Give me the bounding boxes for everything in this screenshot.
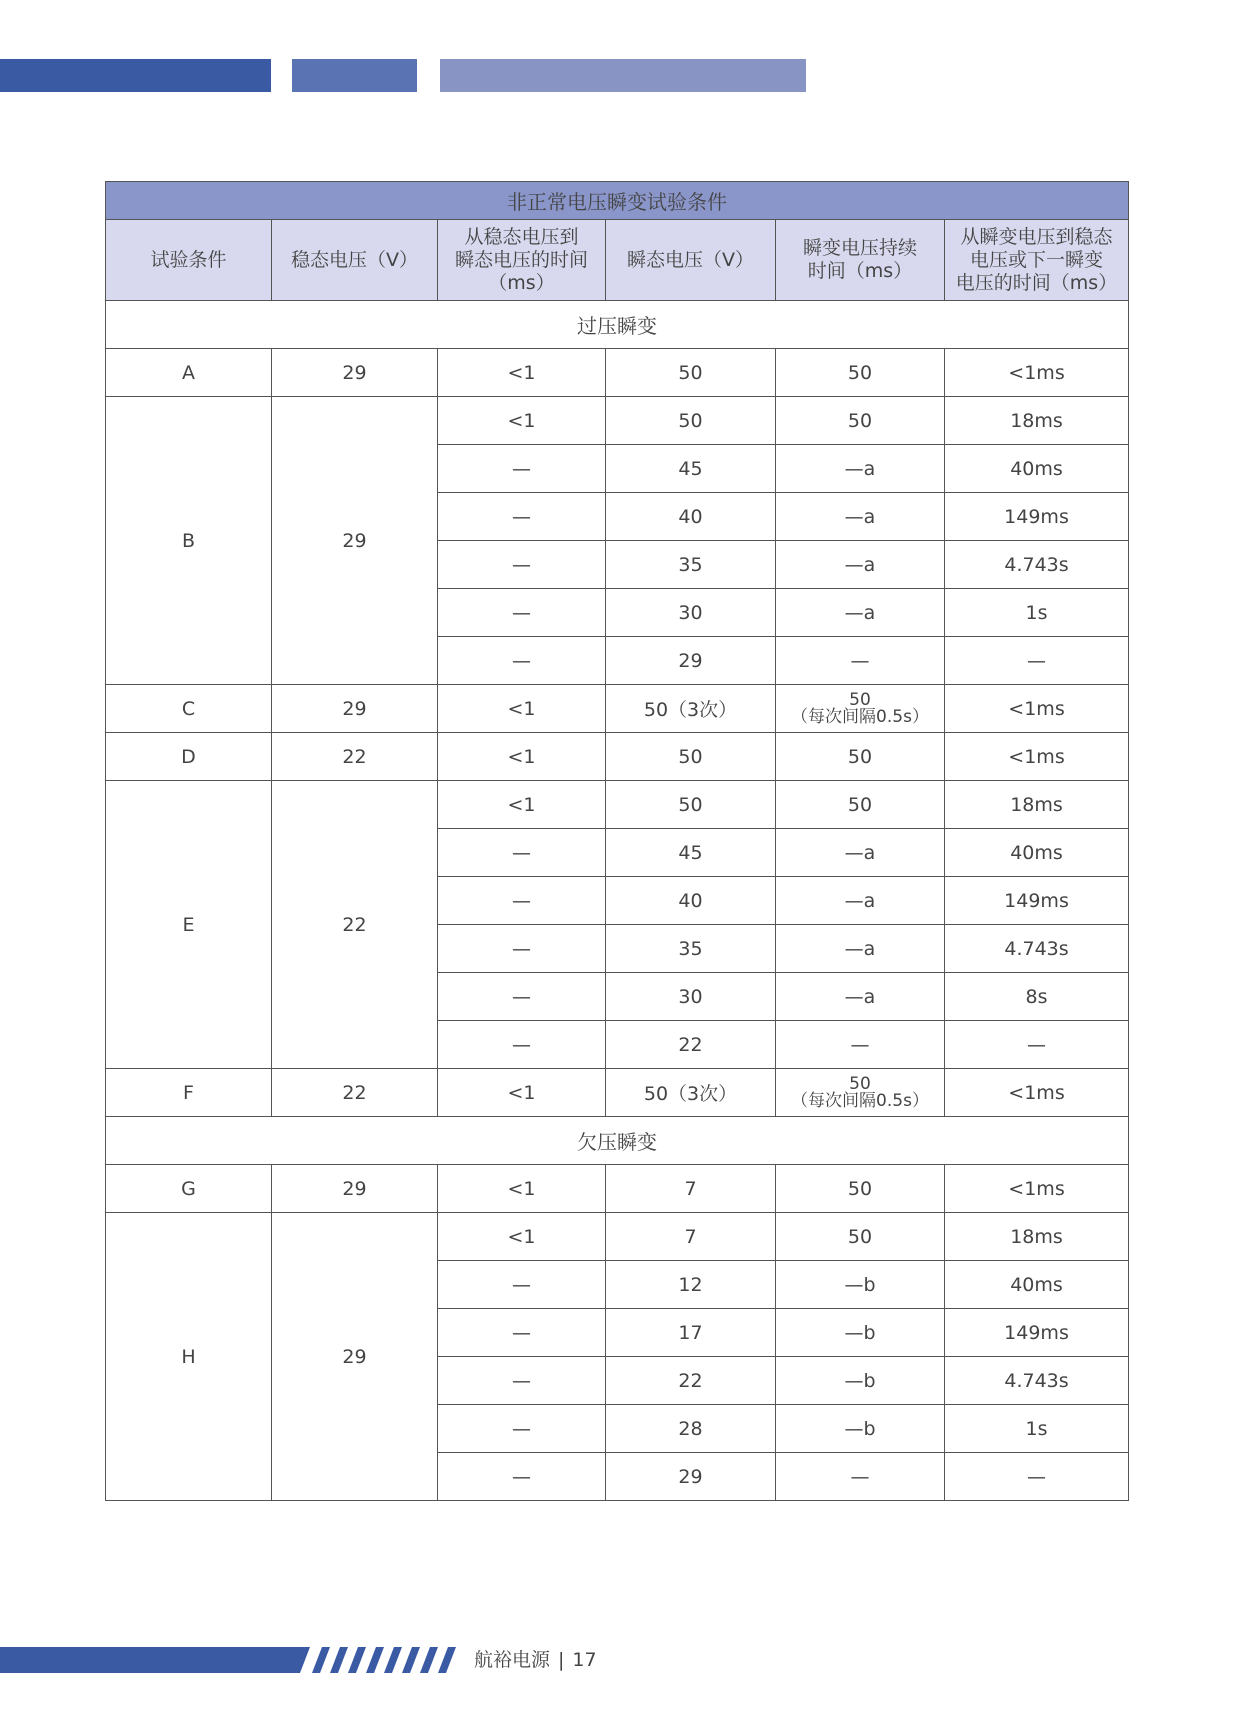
cell-duration: —b [776,1261,945,1309]
cell-recovery-time: 1s [945,1405,1129,1453]
table-row [106,733,1129,781]
cell-recovery-time: 40ms [945,1261,1129,1309]
cell-transient-voltage: 12 [606,1261,776,1309]
cell-duration [776,1069,945,1117]
cell-condition: D [106,733,272,781]
header-condition: 试验条件 [106,220,272,301]
cell-rise-time: — [438,973,606,1021]
cell-recovery-time: 149ms [945,493,1129,541]
cell-duration: 50 [776,1165,945,1213]
cell-rise-time: — [438,925,606,973]
cell-transient-voltage: 45 [606,445,776,493]
cell-condition: H [106,1213,272,1501]
header-recovery-line3: 电压的时间（ms） [955,271,1118,294]
cell-recovery-time: 149ms [945,1309,1129,1357]
cell-recovery-time: <1ms [945,733,1129,781]
cell-rise-time: — [438,541,606,589]
cell-transient-voltage: 50 [606,733,776,781]
header-rise-time-line3: （ms） [488,271,555,294]
cell-rise-time: — [438,589,606,637]
cell-rise-time: — [438,1021,606,1069]
cell-rise-time: <1 [438,781,606,829]
table-row [106,1213,1129,1261]
cell-condition: A [106,349,272,397]
cell-duration: —a [776,541,945,589]
cell-recovery-time: <1ms [945,1069,1129,1117]
top-decor-bar-light [440,59,806,92]
cell-condition: F [106,1069,272,1117]
cell-recovery-time: — [945,1453,1129,1501]
header-steady-voltage: 稳态电压（V） [272,220,438,301]
cell-duration: — [776,637,945,685]
header-duration-line2: 时间（ms） [807,260,913,282]
cell-rise-time: — [438,445,606,493]
cell-recovery-time: 1s [945,589,1129,637]
cell-steady-voltage: 29 [272,1165,438,1213]
cell-duration-note: （每次间隔0.5s） [791,1090,929,1111]
cell-steady-voltage: 29 [272,1213,438,1501]
cell-transient-voltage: 22 [606,1357,776,1405]
cell-duration: 50 [776,397,945,445]
cell-rise-time: <1 [438,1069,606,1117]
cell-rise-time: — [438,1357,606,1405]
cell-transient-voltage: 50（3次） [606,1069,776,1117]
header-duration [776,220,945,301]
cell-rise-time: <1 [438,685,606,733]
header-recovery-line1: 从瞬变电压到稳态 [960,225,1113,248]
cell-rise-time: <1 [438,1213,606,1261]
cell-duration-value: 50 [849,1073,871,1094]
cell-steady-voltage: 29 [272,685,438,733]
top-decor-bar-dark [0,59,271,92]
cell-duration-note: （每次间隔0.5s） [791,706,929,727]
cell-duration: —b [776,1357,945,1405]
header-rise-time-line2: 瞬态电压的时间 [454,248,588,271]
cell-recovery-time: 18ms [945,1213,1129,1261]
cell-steady-voltage: 29 [272,397,438,685]
cell-rise-time: <1 [438,733,606,781]
table-row [106,1069,1129,1117]
cell-recovery-time: <1ms [945,349,1129,397]
cell-duration: —a [776,973,945,1021]
table-header-row [106,220,1129,301]
cell-rise-time: — [438,1261,606,1309]
cell-rise-time: — [438,1309,606,1357]
footer-brand: 航裕电源 [474,1649,551,1671]
header-recovery-line2: 电压或下一瞬变 [970,248,1104,271]
cell-recovery-time: <1ms [945,685,1129,733]
section-undervoltage-row [106,1117,1129,1165]
cell-transient-voltage: 50 [606,781,776,829]
table-row [106,781,1129,829]
cell-duration: —a [776,445,945,493]
table-row [106,1165,1129,1213]
cell-recovery-time: 4.743s [945,1357,1129,1405]
header-rise-time [438,220,606,301]
cell-transient-voltage: 40 [606,877,776,925]
cell-rise-time: — [438,637,606,685]
cell-transient-voltage: 50（3次） [606,685,776,733]
cell-rise-time: — [438,1405,606,1453]
cell-condition: C [106,685,272,733]
cell-duration: —a [776,877,945,925]
cell-steady-voltage: 22 [272,733,438,781]
cell-rise-time: <1 [438,397,606,445]
cell-duration: —a [776,829,945,877]
cell-recovery-time: 8s [945,973,1129,1021]
header-recovery-time [945,220,1129,301]
table-row [106,349,1129,397]
cell-duration: 50 [776,781,945,829]
cell-transient-voltage: 29 [606,637,776,685]
cell-duration: —a [776,589,945,637]
cell-duration: 50 [776,733,945,781]
footer-stripes-icon [300,1647,470,1673]
cell-recovery-time: 40ms [945,445,1129,493]
cell-duration: —b [776,1309,945,1357]
cell-duration: 50 [776,349,945,397]
cell-duration: —b [776,1405,945,1453]
cell-rise-time: — [438,493,606,541]
cell-recovery-time: 4.743s [945,925,1129,973]
section-overvoltage: 过压瞬变 [106,301,1129,349]
cell-transient-voltage: 22 [606,1021,776,1069]
cell-transient-voltage: 29 [606,1453,776,1501]
cell-duration: —a [776,925,945,973]
cell-transient-voltage: 30 [606,589,776,637]
cell-recovery-time: 4.743s [945,541,1129,589]
cell-transient-voltage: 7 [606,1213,776,1261]
section-undervoltage: 欠压瞬变 [106,1117,1129,1165]
cell-recovery-time: — [945,1021,1129,1069]
cell-duration-value: 50 [849,689,871,710]
footer-separator: | [558,1649,565,1671]
page-number: 17 [572,1649,597,1671]
cell-recovery-time: — [945,637,1129,685]
cell-steady-voltage: 22 [272,781,438,1069]
cell-rise-time: <1 [438,1165,606,1213]
cell-recovery-time: 18ms [945,397,1129,445]
table-title: 非正常电压瞬变试验条件 [106,182,1129,220]
cell-transient-voltage: 50 [606,349,776,397]
cell-rise-time: — [438,877,606,925]
cell-transient-voltage: 35 [606,925,776,973]
cell-duration: — [776,1021,945,1069]
cell-transient-voltage: 35 [606,541,776,589]
cell-steady-voltage: 29 [272,349,438,397]
header-rise-time-line1: 从稳态电压到 [464,225,579,248]
cell-recovery-time: 149ms [945,877,1129,925]
transient-test-table [105,181,1129,1501]
cell-transient-voltage: 40 [606,493,776,541]
cell-recovery-time: <1ms [945,1165,1129,1213]
table-row [106,397,1129,445]
cell-transient-voltage: 28 [606,1405,776,1453]
cell-rise-time: — [438,1453,606,1501]
cell-duration: 50 [776,1213,945,1261]
cell-transient-voltage: 50 [606,397,776,445]
cell-condition: G [106,1165,272,1213]
cell-transient-voltage: 17 [606,1309,776,1357]
cell-transient-voltage: 7 [606,1165,776,1213]
cell-condition: E [106,781,272,1069]
top-decor-bar-mid [292,59,417,92]
cell-steady-voltage: 22 [272,1069,438,1117]
cell-condition: B [106,397,272,685]
cell-duration: —a [776,493,945,541]
section-overvoltage-row [106,301,1129,349]
cell-recovery-time: 18ms [945,781,1129,829]
cell-recovery-time: 40ms [945,829,1129,877]
cell-rise-time: <1 [438,349,606,397]
header-duration-line1: 瞬变电压持续 [802,237,917,259]
cell-transient-voltage: 45 [606,829,776,877]
table-title-row [106,182,1129,220]
cell-duration: — [776,1453,945,1501]
header-transient-voltage: 瞬态电压（V） [606,220,776,301]
table-row [106,685,1129,733]
cell-duration [776,685,945,733]
cell-rise-time: — [438,829,606,877]
footer [474,1647,597,1673]
cell-transient-voltage: 30 [606,973,776,1021]
